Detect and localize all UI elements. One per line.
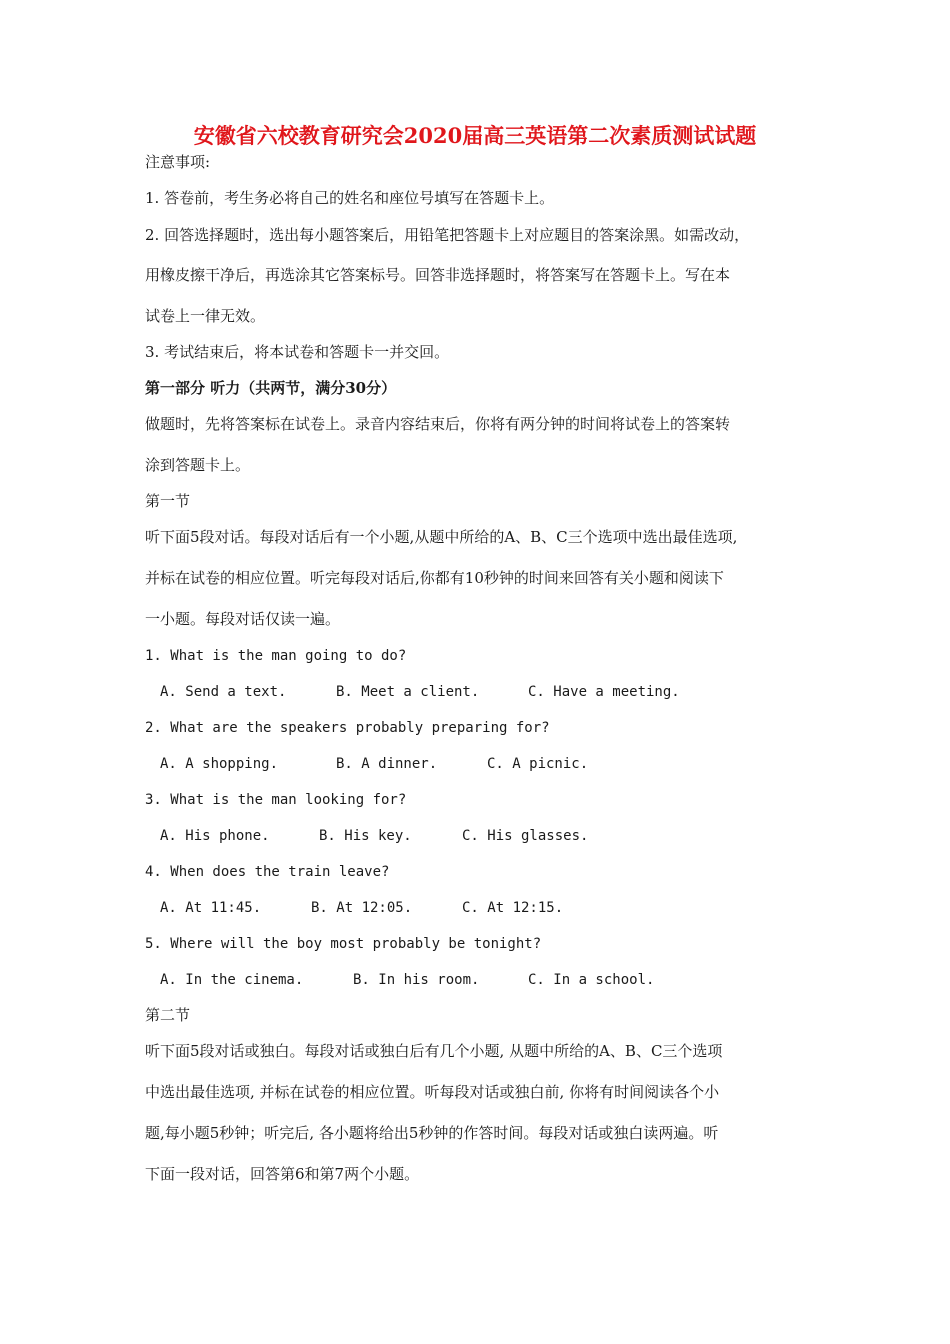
- section2-intro-line-2: 中选出最佳选项, 并标在试卷的相应位置。听每段对话或独白前, 你将有时间阅读各个小: [145, 1083, 720, 1101]
- notice-item-2-line-1: 2. 回答选择题时，选出每小题答案后，用铅笔把答题卡上对应题目的答案涂黑。如需改动，: [145, 226, 750, 244]
- question-1-option-a: A. Send a text.: [160, 684, 287, 700]
- question-1-option-b: B. Meet a client.: [336, 684, 480, 700]
- question-4-option-c: C. At 12:15.: [462, 900, 564, 916]
- section2-intro-line-4: 下面一段对话，回答第6和第7两个小题。: [145, 1165, 420, 1183]
- part1-intro-line-1: 做题时，先将答案标在试卷上。录音内容结束后，你将有两分钟的时间将试卷上的答案转: [145, 415, 731, 433]
- question-3-option-c: C. His glasses.: [462, 828, 589, 844]
- section1-intro-line-3: 一小题。每段对话仅读一遍。: [145, 610, 341, 628]
- question-2: 2. What are the speakers probably preparing for?: [145, 720, 550, 736]
- section1-intro-line-2: 并标在试卷的相应位置。听完每段对话后,你都有10秒钟的时间来回答有关小题和阅读下: [145, 569, 724, 587]
- question-2-option-a: A. A shopping.: [160, 756, 279, 772]
- notice-item-3: 3. 考试结束后，将本试卷和答题卡一并交回。: [145, 343, 450, 361]
- section2-heading: 第二节: [145, 1006, 191, 1024]
- section2-intro-line-3: 题,每小题5秒钟；听完后, 各小题将给出5秒钟的作答时间。每段对话或独白读两遍。听: [145, 1124, 719, 1142]
- question-3-option-a: A. His phone.: [160, 828, 270, 844]
- question-4-option-b: B. At 12:05.: [311, 900, 413, 916]
- question-5-option-c: C. In a school.: [528, 972, 655, 988]
- notice-item-1: 1. 答卷前，考生务必将自己的姓名和座位号填写在答题卡上。: [145, 189, 555, 207]
- question-4: 4. When does the train leave?: [145, 864, 390, 880]
- section1-heading: 第一节: [145, 492, 191, 510]
- question-1-option-c: C. Have a meeting.: [528, 684, 680, 700]
- question-3-option-b: B. His key.: [319, 828, 412, 844]
- question-4-option-a: A. At 11:45.: [160, 900, 262, 916]
- notice-item-2-line-2: 用橡皮擦干净后，再选涂其它答案标号。回答非选择题时，将答案写在答题卡上。写在本: [145, 266, 731, 284]
- section1-intro-line-1: 听下面5段对话。每段对话后有一个小题,从题中所给的A、B、C三个选项中选出最佳选项,: [145, 528, 738, 546]
- question-5-option-a: A. In the cinema.: [160, 972, 304, 988]
- question-5-option-b: B. In his room.: [353, 972, 480, 988]
- question-1: 1. What is the man going to do?: [145, 648, 407, 664]
- part1-heading: 第一部分 听力（共两节，满分30分）: [145, 379, 397, 397]
- question-5: 5. Where will the boy most probably be tonight?: [145, 936, 542, 952]
- notice-heading: 注意事项:: [145, 153, 211, 171]
- part1-intro-line-2: 涂到答题卡上。: [145, 456, 251, 474]
- question-3: 3. What is the man looking for?: [145, 792, 407, 808]
- question-2-option-b: B. A dinner.: [336, 756, 438, 772]
- section2-intro-line-1: 听下面5段对话或独白。每段对话或独白后有几个小题, 从题中所给的A、B、C三个选项: [145, 1042, 723, 1060]
- question-2-option-c: C. A picnic.: [487, 756, 589, 772]
- notice-item-2-line-3: 试卷上一律无效。: [145, 307, 266, 325]
- document-title: 安徽省六校教育研究会2020届高三英语第二次素质测试试题: [193, 123, 757, 148]
